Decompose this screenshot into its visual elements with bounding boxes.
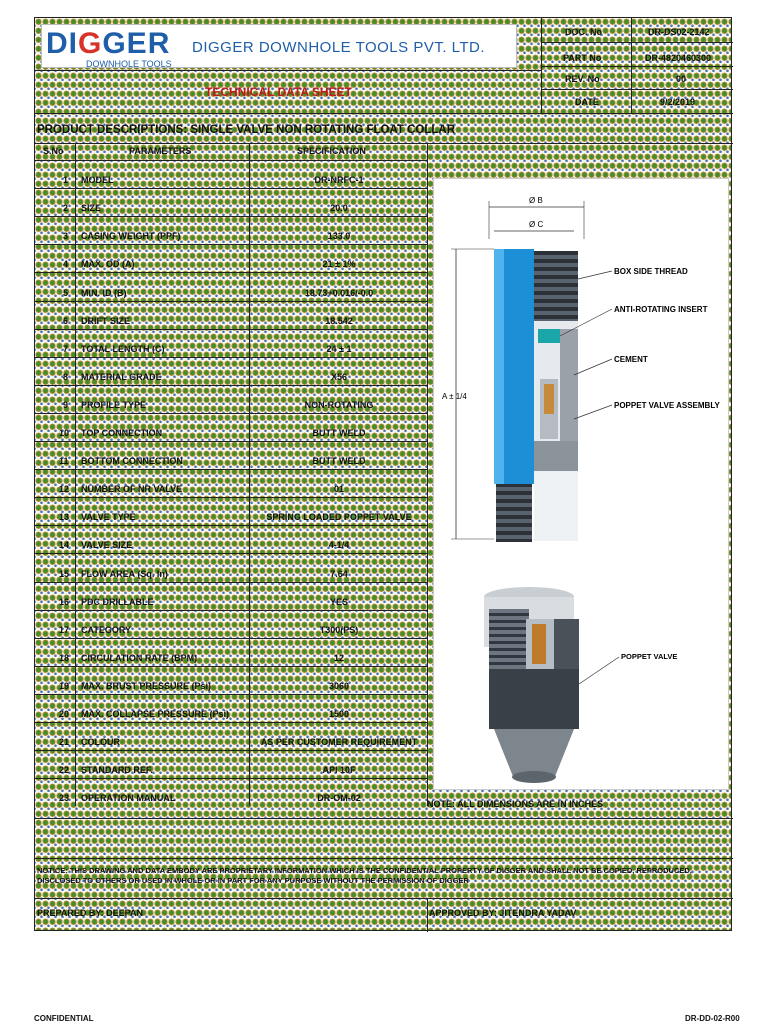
row-number: 6 bbox=[63, 315, 69, 326]
row-parameter: MATERIAL GRADE bbox=[81, 371, 162, 382]
row-specification: 18.73+0.016/-0.0 bbox=[304, 287, 374, 298]
row-number: 17 bbox=[59, 624, 70, 635]
dim-label-c: Ø C bbox=[529, 220, 544, 229]
row-parameter: CIRCULATION RATE (BPM) bbox=[81, 652, 198, 663]
row-specification: DR-NRFC-1 bbox=[314, 175, 364, 186]
row-specification: 3060 bbox=[328, 680, 350, 691]
part-no-value: DR-4820460300 bbox=[645, 53, 712, 63]
row-specification: 21 ± 1% bbox=[322, 259, 356, 270]
row-parameter: TOP CONNECTION bbox=[81, 428, 163, 438]
doc-no-label: DOC. No bbox=[565, 27, 602, 37]
row-number: 8 bbox=[63, 371, 69, 382]
row-number: 18 bbox=[59, 652, 70, 663]
row-parameter: COLOUR bbox=[81, 737, 120, 748]
footer-confidential: CONFIDENTIAL bbox=[34, 1014, 94, 1023]
company-logo-banner bbox=[41, 24, 517, 68]
product-description: PRODUCT DESCRIPTIONS: SINGLE VALVE NON ROTATING FLOAT COLLAR bbox=[37, 124, 456, 136]
row-specification: 18.542 bbox=[325, 315, 353, 326]
anti-rotating-insert bbox=[538, 329, 560, 343]
row-parameter: MODEL bbox=[81, 175, 114, 186]
row-parameter: STANDARD REF. bbox=[81, 765, 153, 776]
row-specification: BUTT WELD bbox=[312, 428, 366, 438]
row-number: 22 bbox=[59, 765, 70, 776]
row-parameter: TOTAL LENGTH (C) bbox=[81, 343, 165, 354]
row-parameter: SIZE bbox=[81, 203, 102, 214]
row-parameter: CASING WEIGHT (PPF) bbox=[81, 231, 181, 242]
prepared-by: PREPARED BY: DEEPAN bbox=[37, 908, 144, 918]
callout-box-side-thread: BOX SIDE THREAD bbox=[614, 267, 688, 276]
date-label: DATE bbox=[575, 97, 599, 107]
float-collar-diagram bbox=[434, 179, 728, 789]
row-specification: 12 bbox=[333, 652, 344, 663]
row-specification: 133.0 bbox=[327, 231, 351, 242]
row-specification: SPRING LOADED POPPET VALVE bbox=[266, 512, 412, 523]
data-sheet bbox=[34, 17, 732, 931]
row-number: 13 bbox=[59, 512, 70, 523]
row-number: 3 bbox=[63, 231, 69, 242]
row-number: 12 bbox=[59, 484, 70, 495]
row-specification: NON-ROTATING bbox=[304, 399, 374, 410]
row-number: 5 bbox=[63, 287, 69, 298]
row-specification: 7.64 bbox=[330, 568, 348, 579]
valve-spring bbox=[544, 384, 554, 414]
dim-label-a: A ± 1/4 bbox=[442, 392, 467, 401]
table-header-specification: SPECIFICATION bbox=[297, 146, 366, 156]
sheet-title: TECHNICAL DATA SHEET bbox=[205, 85, 352, 99]
row-specification: 1500 bbox=[328, 709, 350, 719]
dim-label-b: Ø B bbox=[529, 196, 543, 205]
callout-anti-rotating-insert: ANTI-ROTATING INSERT bbox=[614, 305, 708, 314]
callout-poppet-valve-assembly: POPPET VALVE ASSEMBLY bbox=[614, 401, 720, 410]
row-number: 19 bbox=[59, 680, 70, 691]
row-parameter: MAX. BRUST PRESSURE (Psi) bbox=[81, 680, 212, 691]
product-drawing bbox=[433, 178, 729, 790]
pin-thread bbox=[496, 484, 532, 542]
row-specification: YES bbox=[329, 596, 348, 607]
row-parameter: MAX. COLLAPSE PRESSURE (Psi) bbox=[81, 709, 230, 719]
row-number: 9 bbox=[63, 399, 69, 410]
row-number: 7 bbox=[63, 343, 69, 354]
row-parameter: VALVE SIZE bbox=[81, 540, 133, 551]
row-number: 10 bbox=[59, 428, 70, 438]
row-parameter: VALVE TYPE bbox=[81, 512, 136, 523]
rev-no-value: 00 bbox=[676, 74, 687, 84]
date-value: 9/2/2019 bbox=[660, 97, 696, 107]
row-specification: X56 bbox=[330, 371, 347, 382]
row-number: 14 bbox=[59, 540, 70, 551]
row-specification: T300(PS) bbox=[319, 624, 359, 635]
row-specification: AS PER CUSTOMER REQUIREMENT bbox=[260, 737, 418, 748]
row-parameter: PDC DRILLABLE bbox=[81, 596, 154, 607]
row-parameter: CATEGORY bbox=[81, 624, 132, 635]
row-specification: 01 bbox=[333, 484, 344, 495]
callout-poppet-valve: POPPET VALVE bbox=[621, 652, 678, 661]
row-specification: 20.0 bbox=[330, 203, 348, 214]
footer-doc-code: DR-DD-02-R00 bbox=[685, 1014, 740, 1023]
company-logo bbox=[46, 27, 170, 61]
logo-subtitle: DOWNHOLE TOOLS bbox=[86, 59, 172, 69]
row-number: 4 bbox=[63, 259, 69, 270]
row-specification: 24 ± 1 bbox=[326, 343, 352, 354]
row-specification: BUTT WELD bbox=[312, 456, 366, 467]
company-name: DIGGER DOWNHOLE TOOLS PVT. LTD. bbox=[192, 39, 486, 56]
row-specification: 4-1/4 bbox=[328, 540, 350, 551]
row-parameter: DRIFT SIZE bbox=[81, 315, 130, 326]
row-number: 11 bbox=[59, 456, 69, 467]
confidential-notice: NOTICE: THIS DRAWING AND DATA EMBODY ARE PROPRIETARY INFORMATION WHICH IS THE CONFIDENTIAL PROPERTY OF DIGGER AND SHALL NOT BE COPIED, REPRODUCED, DISCLOSED TO OTHERS OR USED IN WHOLE OR IN PART FOR ANY PURPOSE WITHOUT THE PERMISSION OF DIGGER bbox=[37, 866, 692, 885]
row-number: 2 bbox=[63, 203, 69, 214]
row-number: 16 bbox=[59, 596, 70, 607]
rev-no-label: REV. No bbox=[565, 74, 600, 84]
logo-text-part2: GER bbox=[102, 27, 171, 60]
row-parameter: PROFILE TYPE bbox=[81, 399, 147, 410]
table-header-sno: S.No bbox=[43, 146, 64, 156]
row-number: 23 bbox=[59, 793, 70, 804]
row-number: 1 bbox=[63, 175, 69, 186]
logo-text-g: G bbox=[78, 27, 103, 60]
row-number: 20 bbox=[59, 709, 70, 719]
row-parameter: MIN. ID (B) bbox=[81, 287, 127, 298]
row-specification: DR-OM-02 bbox=[317, 793, 361, 804]
approved-by: APPROVED BY: JITENDRA YADAV bbox=[429, 908, 577, 918]
part-no-label: PART No bbox=[563, 53, 602, 63]
row-parameter: NUMBER OF NR VALVE bbox=[81, 484, 183, 495]
row-parameter: MAX. OD (A) bbox=[81, 259, 135, 270]
doc-no-value: DR-DS02-2142 bbox=[648, 27, 710, 37]
logo-text-part1: DI bbox=[46, 27, 78, 60]
box-thread bbox=[534, 251, 578, 321]
table-header-parameters: PARAMETERS bbox=[129, 146, 192, 156]
callout-cement: CEMENT bbox=[614, 355, 648, 364]
dimensions-note: NOTE: ALL DIMENSIONS ARE IN INCHES bbox=[427, 799, 604, 809]
row-specification: API 10F bbox=[322, 765, 356, 776]
row-number: 15 bbox=[59, 568, 70, 579]
row-parameter: FLOW AREA (Sq. In) bbox=[81, 568, 168, 579]
row-number: 21 bbox=[59, 737, 70, 748]
row-parameter: BOTTOM CONNECTION bbox=[81, 456, 183, 467]
row-parameter: OPERATION MANUAL bbox=[81, 793, 176, 804]
